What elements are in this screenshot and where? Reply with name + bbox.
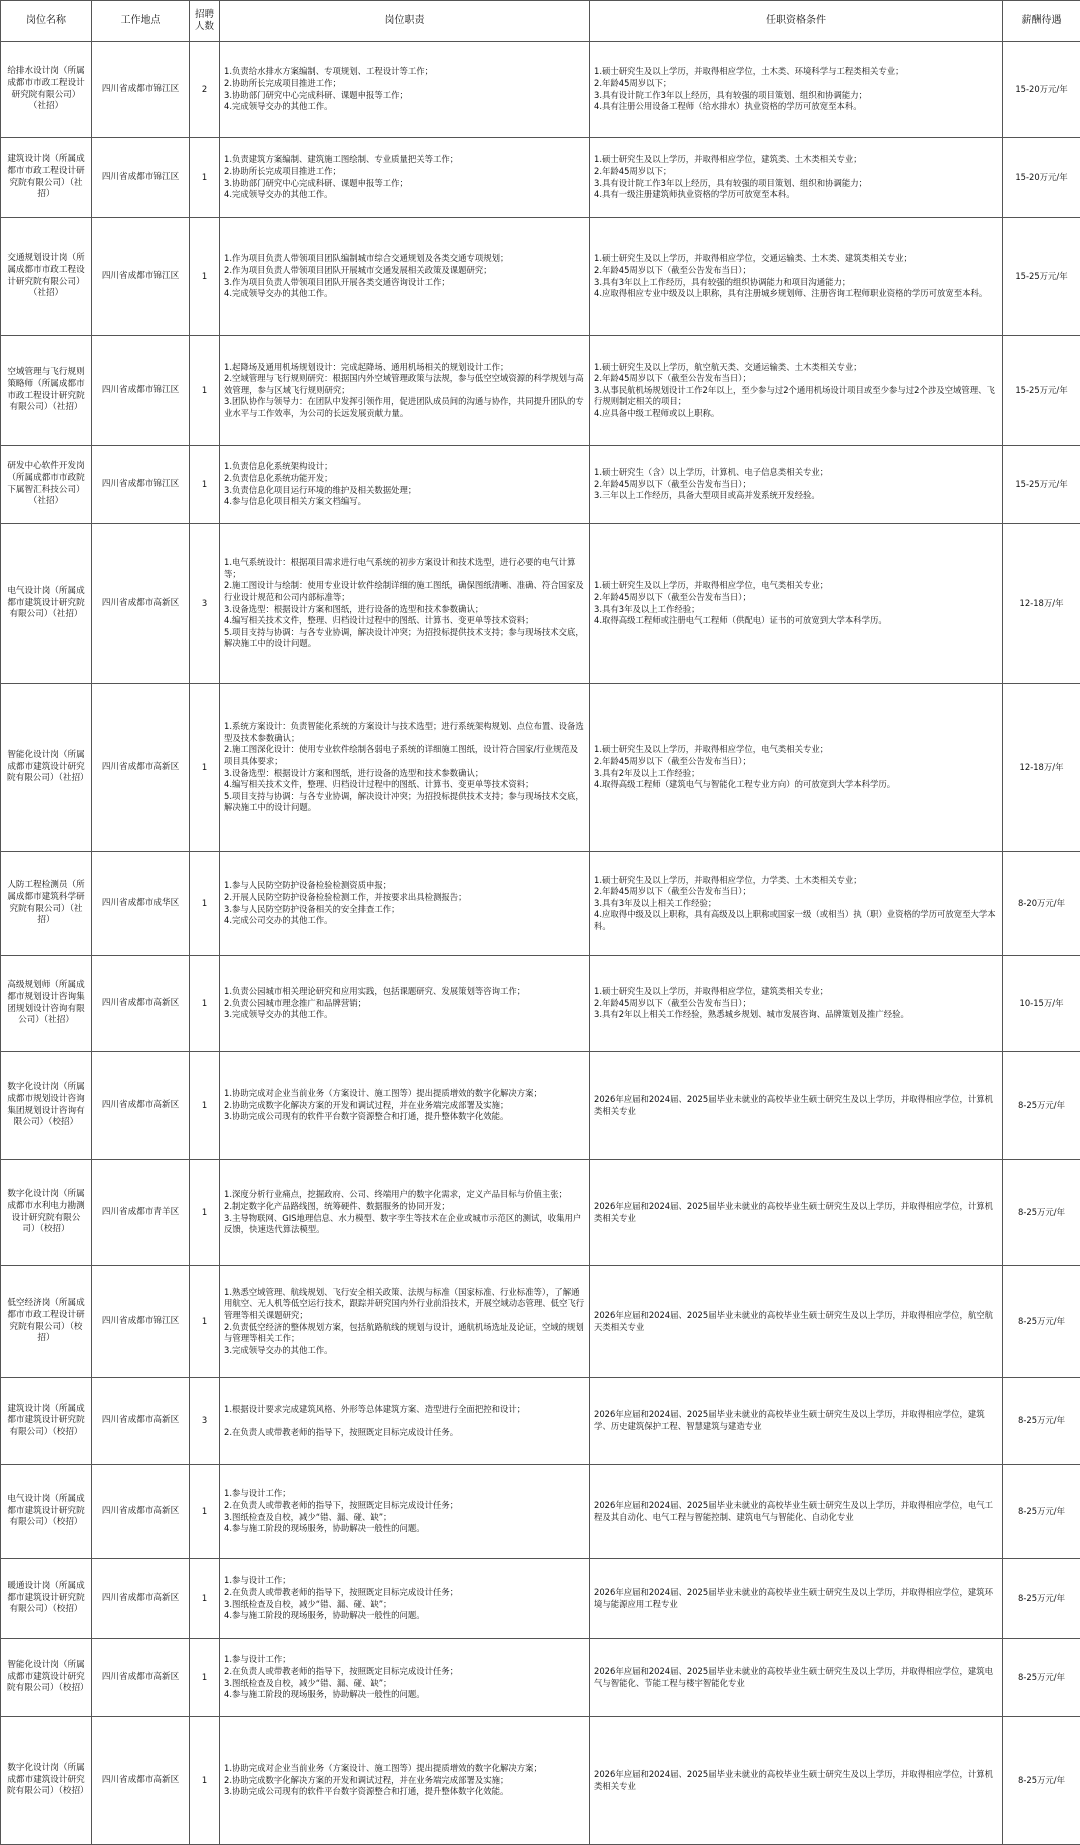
hire-count: 1: [190, 956, 220, 1052]
duties-cell: [220, 956, 590, 1052]
salary: 12-18万/年: [1003, 524, 1080, 684]
duties-cell: [220, 1160, 590, 1266]
position-name: 高级规划师（所属成都市规划设计咨询集团规划设计咨询有限公司）（社招）: [1, 956, 92, 1052]
requirements-cell: [590, 1639, 1003, 1717]
requirement-line: 1.硕士研究生及以上学历，并取得相应学位，建筑类相关专业；: [594, 986, 998, 998]
table-row: [1, 1052, 1080, 1160]
salary: 15-20万元/年: [1003, 42, 1080, 138]
header-duties: 岗位职责: [220, 1, 590, 42]
position-name: 建筑设计岗（所属成都市市政工程设计研究院有限公司）（社招）: [1, 138, 92, 218]
requirement-line: 4.取得高级工程师或注册电气工程师（供配电）证书的可放宽到大学本科学历。: [594, 615, 998, 627]
duty-line: 1.负责公园城市相关理论研究和应用实践，包括课题研究、发展策划等咨询工作；: [224, 986, 585, 998]
duty-line: 3.负责信息化项目运行环境的维护及相关数据处理；: [224, 485, 585, 497]
position-name: 暖通设计岗（所属成都市建筑设计研究院有限公司）（校招）: [1, 1559, 92, 1639]
requirement-line: 2026年应届和2024届、2025届毕业未就业的高校毕业生硕士研究生及以上学历，并取得相应学位，计算机类相关专业: [594, 1201, 998, 1224]
duty-line: 2.协助所长完成项目推进工作；: [224, 78, 585, 90]
hire-count: 1: [190, 138, 220, 218]
position-name: 数字化设计岗（所属成都市规划设计咨询集团规划设计咨询有限公司）（校招）: [1, 1052, 92, 1160]
work-location: 四川省成都市青羊区: [92, 1160, 190, 1266]
requirement-line: 4.取得高级工程师（建筑电气与智能化工程专业方向）的可放宽到大学本科学历。: [594, 779, 998, 791]
salary: 15-20万元/年: [1003, 138, 1080, 218]
duty-line: 4.参与施工阶段的现场服务，协助解决一般性的问题。: [224, 1523, 585, 1535]
duty-line: 3.协助完成公司现有的软件平台数字资源整合和打通，提升整体数字化效能。: [224, 1786, 585, 1798]
position-name: 交通规划设计岗（所属成都市市政工程设计研究院有限公司）（社招）: [1, 218, 92, 336]
position-name: 电气设计岗（所属成都市建筑设计研究院有限公司）（校招）: [1, 1465, 92, 1559]
work-location: 四川省成都市高新区: [92, 684, 190, 852]
requirement-line: 2.年龄45周岁以下（截至公告发布当日）；: [594, 886, 998, 898]
requirement-line: 4.具有一级注册建筑师执业资格的学历可放宽至本科。: [594, 189, 998, 201]
duty-line: 3.协助部门研究中心完成科研、课题申报等工作；: [224, 178, 585, 190]
hire-count: 2: [190, 42, 220, 138]
duty-line: 2.开展人民防空防护设备检验检测工作，并按要求出具检测报告；: [224, 892, 585, 904]
duty-line: 4.编写相关技术文件，整理、归档设计过程中的图纸、计算书、变更单等技术资料；: [224, 779, 585, 791]
requirement-line: 2.年龄45周岁以下（截至公告发布当日）；: [594, 479, 998, 491]
duties-cell: [220, 852, 590, 956]
duty-line: 3.设备选型：根据设计方案和图纸，进行设备的选型和技术参数确认；: [224, 604, 585, 616]
requirement-line: 3.具有3年及以上工作经验；: [594, 604, 998, 616]
duties-cell: [220, 1559, 590, 1639]
position-name: 研发中心软件开发岗（所属成都市市政院下属智汇科技公司）（社招）: [1, 446, 92, 524]
requirement-line: 2.年龄45周岁以下（截至公告发布当日）；: [594, 592, 998, 604]
requirement-line: 2026年应届和2024届、2025届毕业未就业的高校毕业生硕士研究生及以上学历，并取得相应学位，建筑学、历史建筑保护工程、智慧建筑与建造专业: [594, 1409, 998, 1432]
position-name: 数字化设计岗（所属成都市建筑设计研究院有限公司）（校招）: [1, 1717, 92, 1845]
requirement-line: 3.具有设计院工作3年以上经历，具有较强的项目策划、组织和协调能力；: [594, 90, 998, 102]
salary: 15-25万元/年: [1003, 218, 1080, 336]
duty-line: 4.完成公司交办的其他工作。: [224, 915, 585, 927]
duties-cell: [220, 42, 590, 138]
salary: 8-25万元/年: [1003, 1717, 1080, 1845]
salary: 10-15万/年: [1003, 956, 1080, 1052]
work-location: 四川省成都市高新区: [92, 524, 190, 684]
requirements-cell: [590, 1717, 1003, 1845]
duty-line: 3.团队协作与领导力：在团队中发挥引领作用，促进团队成员间的沟通与协作，共同提升团队的专业水平与工作效率，为公司的长远发展贡献力量。: [224, 396, 585, 419]
duty-line: 1.协助完成对企业当前业务（方案设计、施工图等）提出提质增效的数字化解决方案；: [224, 1763, 585, 1775]
requirement-line: 2026年应届和2024届、2025届毕业未就业的高校毕业生硕士研究生及以上学历，并取得相应学位，计算机类相关专业: [594, 1094, 998, 1117]
requirements-cell: [590, 956, 1003, 1052]
duty-line: 1.系统方案设计：负责智能化系统的方案设计与技术选型；进行系统架构规划、点位布置、设备选型及技术参数确认；: [224, 721, 585, 744]
position-name: 空域管理与飞行规则策略师（所属成都市市政工程设计研究院有限公司）（社招）: [1, 336, 92, 446]
duty-line: 1.参与设计工作；: [224, 1575, 585, 1587]
duty-line: 4.编写相关技术文件，整理、归档设计过程中的图纸、计算书、变更单等技术资料；: [224, 615, 585, 627]
header-count: 招聘人数: [190, 1, 220, 42]
duties-cell: [220, 218, 590, 336]
requirement-line: 4.应具备中级工程师或以上职称。: [594, 408, 998, 420]
table-row: [1, 1717, 1080, 1845]
table-row: [1, 1465, 1080, 1559]
hire-count: 1: [190, 1465, 220, 1559]
duty-line: 4.参与信息化项目相关方案文档编写。: [224, 496, 585, 508]
requirement-line: 2026年应届和2024届、2025届毕业未就业的高校毕业生硕士研究生及以上学历，并取得相应学位，建筑电气与智能化、节能工程与楼宇智能化专业: [594, 1666, 998, 1689]
header-requirements: 任职资格条件: [590, 1, 1003, 42]
duty-line: 2.施工图深化设计：使用专业软件绘制各弱电子系统的详细施工图纸，设计符合国家/行业规范及项目具体要求；: [224, 744, 585, 767]
duty-line: 2.作为项目负责人带领项目团队开展城市交通发展相关政策及课题研究；: [224, 265, 585, 277]
requirements-cell: [590, 1160, 1003, 1266]
requirement-line: 4.应取得相应专业中级及以上职称，具有注册城乡规划师、注册咨询工程师职业资格的学历可放宽至本科。: [594, 288, 998, 300]
table-row: [1, 336, 1080, 446]
requirement-line: 3.具有3年及以上相关工作经验；: [594, 898, 998, 910]
hire-count: 1: [190, 446, 220, 524]
salary: 8-25万元/年: [1003, 1160, 1080, 1266]
work-location: 四川省成都市锦江区: [92, 336, 190, 446]
table-row: [1, 852, 1080, 956]
table-row: [1, 956, 1080, 1052]
work-location: 四川省成都市锦江区: [92, 446, 190, 524]
duty-line: 3.完成领导交办的其他工作。: [224, 1009, 585, 1021]
requirement-line: 3.从事民航机场规划设计工作2年以上，至少参与过2个通用机场设计项目或至少参与过2个涉及空域管理、飞行规则制定相关的项目；: [594, 385, 998, 408]
duties-cell: [220, 1639, 590, 1717]
table-row: [1, 524, 1080, 684]
duty-line: 2.负责公园城市理念推广和品牌营销；: [224, 998, 585, 1010]
requirements-cell: [590, 524, 1003, 684]
position-name: 数字化设计岗（所属成都市水利电力勘测设计研究院有限公司）（校招）: [1, 1160, 92, 1266]
duty-line: 1.参与人民防空防护设备检验检测资质申报；: [224, 880, 585, 892]
duties-cell: [220, 1266, 590, 1378]
salary: 8-25万元/年: [1003, 1559, 1080, 1639]
requirement-line: 1.硕士研究生及以上学历，并取得相应学位，建筑类、土木类相关专业；: [594, 154, 998, 166]
hire-count: 3: [190, 1378, 220, 1465]
table-row: [1, 1160, 1080, 1266]
position-name: 智能化设计岗（所属成都市建筑设计研究院有限公司）（社招）: [1, 684, 92, 852]
duty-line: 1.起降场及通用机场规划设计：完成起降场、通用机场相关的规划设计工作；: [224, 362, 585, 374]
duty-line: 4.参与施工阶段的现场服务，协助解决一般性的问题。: [224, 1689, 585, 1701]
hire-count: 1: [190, 1266, 220, 1378]
duty-line: 3.协助完成公司现有的软件平台数字资源整合和打通，提升整体数字化效能。: [224, 1111, 585, 1123]
hire-count: 1: [190, 852, 220, 956]
requirement-line: 1.硕士研究生及以上学历，并取得相应学位，电气类相关专业；: [594, 744, 998, 756]
header-name: 岗位名称: [1, 1, 92, 42]
table-header-row: [1, 1, 1080, 42]
work-location: 四川省成都市高新区: [92, 1639, 190, 1717]
requirement-line: 2.年龄45周岁以下（截至公告发布当日）；: [594, 373, 998, 385]
requirement-line: 1.硕士研究生及以上学历，并取得相应学位，电气类相关专业；: [594, 580, 998, 592]
position-name: 智能化设计岗（所属成都市建筑设计研究院有限公司）（校招）: [1, 1639, 92, 1717]
duty-line: 5.项目支持与协调：与各专业协调，解决设计冲突；为招投标提供技术支持；参与现场技术交底，解决施工中的设计问题。: [224, 791, 585, 814]
header-location: 工作地点: [92, 1, 190, 42]
requirements-cell: [590, 684, 1003, 852]
table-row: [1, 1559, 1080, 1639]
hire-count: 1: [190, 1160, 220, 1266]
work-location: 四川省成都市锦江区: [92, 1266, 190, 1378]
requirement-line: 1.硕士研究生（含）以上学历，计算机、电子信息类相关专业；: [594, 467, 998, 479]
hire-count: 1: [190, 684, 220, 852]
work-location: 四川省成都市高新区: [92, 1465, 190, 1559]
work-location: 四川省成都市高新区: [92, 956, 190, 1052]
requirements-cell: [590, 1052, 1003, 1160]
table-row: [1, 42, 1080, 138]
requirements-cell: [590, 852, 1003, 956]
work-location: 四川省成都市高新区: [92, 1378, 190, 1465]
duties-cell: [220, 524, 590, 684]
duty-line: 3.图纸检查及自校，减少“错、漏、碰、缺”；: [224, 1512, 585, 1524]
duty-line: 2.负责低空经济的整体规划方案，包括航路航线的规划与设计，通航机场选址及论证，空域的规划与管理等相关工作；: [224, 1322, 585, 1345]
duty-line: 2.协助完成数字化解决方案的开发和调试过程，并在业务端完成部署及实施；: [224, 1775, 585, 1787]
duty-line: 1.熟悉空域管理、航线规划、飞行安全相关政策、法规与标准（国家标准、行业标准等），了解通用航空、无人机等低空运行技术，跟踪并研究国内外行业前沿技术，开展空域动态管理、低空飞行管理等相关课题研究；: [224, 1287, 585, 1322]
requirement-line: 3.具有3年以上工作经历，具有较强的组织协调能力和项目沟通能力；: [594, 277, 998, 289]
requirements-cell: [590, 446, 1003, 524]
work-location: 四川省成都市高新区: [92, 1559, 190, 1639]
duty-line: 1.负责建筑方案编制、建筑施工图绘制、专业质量把关等工作；: [224, 154, 585, 166]
duty-line: 3.完成领导交办的其他工作。: [224, 1345, 585, 1357]
table-body: [1, 42, 1080, 1845]
hire-count: 3: [190, 524, 220, 684]
duty-line: 3.图纸检查及自校，减少“错、漏、碰、缺”；: [224, 1599, 585, 1611]
duties-cell: [220, 1717, 590, 1845]
duties-cell: [220, 684, 590, 852]
salary: 8-25万元/年: [1003, 1465, 1080, 1559]
duty-line: 2.施工图设计与绘制：使用专业设计软件绘制详细的施工图纸，确保图纸清晰、准确、符合国家及行业设计规范和公司内部标准等；: [224, 580, 585, 603]
requirements-cell: [590, 1465, 1003, 1559]
salary: 12-18万/年: [1003, 684, 1080, 852]
table-row: [1, 1639, 1080, 1717]
requirement-line: 3.三年以上工作经历，具备大型项目或高并发系统开发经验。: [594, 490, 998, 502]
table-row: [1, 684, 1080, 852]
position-name: 低空经济岗（所属成都市市政工程设计研究院有限公司）（校招）: [1, 1266, 92, 1378]
work-location: 四川省成都市锦江区: [92, 218, 190, 336]
hire-count: 1: [190, 336, 220, 446]
requirement-line: 2.年龄45周岁以下（截至公告发布当日）；: [594, 756, 998, 768]
salary: 8-25万元/年: [1003, 1052, 1080, 1160]
requirement-line: 1.硕士研究生及以上学历，并取得相应学位，土木类、环境科学与工程类相关专业；: [594, 66, 998, 78]
duty-line: 1.根据设计要求完成建筑风格、外形等总体建筑方案、造型进行全面把控和设计；: [224, 1404, 585, 1416]
duty-line: 3.主导物联网、GIS地理信息、水力模型、数字孪生等技术在企业或城市示范区的测试，收集用户反馈，快速迭代算法模型。: [224, 1213, 585, 1236]
position-name: 人防工程检测员（所属成都市建筑科学研究院有限公司）（社招）: [1, 852, 92, 956]
duty-line: 1.负责给水排水方案编制、专项规划、工程设计等工作；: [224, 66, 585, 78]
requirement-line: 3.具有设计院工作3年以上经历，具有较强的项目策划、组织和协调能力；: [594, 178, 998, 190]
duty-line: 2.负责信息化系统功能开发；: [224, 473, 585, 485]
hire-count: 1: [190, 1717, 220, 1845]
requirements-cell: [590, 1266, 1003, 1378]
position-name: 建筑设计岗（所属成都市建筑设计研究院有限公司）（校招）: [1, 1378, 92, 1465]
duty-line: 1.参与设计工作；: [224, 1654, 585, 1666]
header-pay: 薪酬待遇: [1003, 1, 1080, 42]
work-location: 四川省成都市锦江区: [92, 138, 190, 218]
work-location: 四川省成都市高新区: [92, 1717, 190, 1845]
salary: 8-20万元/年: [1003, 852, 1080, 956]
duty-line: 2.在负责人或带教老师的指导下，按照既定目标完成设计任务；: [224, 1666, 585, 1678]
table-row: [1, 446, 1080, 524]
requirement-line: 2.年龄45周岁以下（截至公告发布当日）；: [594, 998, 998, 1010]
duty-line: 3.作为项目负责人带领项目团队开展各类交通咨询设计工作；: [224, 277, 585, 289]
duty-line: 3.设备选型：根据设计方案和图纸，进行设备的选型和技术参数确认；: [224, 768, 585, 780]
requirement-line: 2026年应届和2024届、2025届毕业未就业的高校毕业生硕士研究生及以上学历，并取得相应学位，计算机类相关专业: [594, 1769, 998, 1792]
duty-line: 1.参与设计工作；: [224, 1488, 585, 1500]
requirement-line: 2.年龄45周岁以下；: [594, 78, 998, 90]
requirement-line: 2026年应届和2024届、2025届毕业未就业的高校毕业生硕士研究生及以上学历，并取得相应学位，建筑环境与能源应用工程专业: [594, 1587, 998, 1610]
duty-line: 2.在负责人或带教老师的指导下，按照既定目标完成设计任务；: [224, 1587, 585, 1599]
duties-cell: [220, 1052, 590, 1160]
requirements-cell: [590, 218, 1003, 336]
salary: 8-25万元/年: [1003, 1639, 1080, 1717]
duty-line: 4.完成领导交办的其他工作。: [224, 288, 585, 300]
requirement-line: 3.具有2年及以上工作经验；: [594, 768, 998, 780]
requirement-line: 4.具有注册公用设备工程师（给水排水）执业资格的学历可放宽至本科。: [594, 101, 998, 113]
requirements-cell: [590, 42, 1003, 138]
salary: 15-25万元/年: [1003, 336, 1080, 446]
duty-line: 2.在负责人或带教老师的指导下，按照既定目标完成设计任务；: [224, 1500, 585, 1512]
duties-cell: [220, 138, 590, 218]
duties-cell: [220, 1465, 590, 1559]
duties-cell: [220, 446, 590, 524]
hire-count: 1: [190, 1052, 220, 1160]
salary: 8-25万元/年: [1003, 1378, 1080, 1465]
duty-line: [224, 1415, 585, 1427]
requirement-line: 2.年龄45周岁以下；: [594, 166, 998, 178]
requirement-line: 4.应取得中级及以上职称，具有高级及以上职称或国家一级（或相当）执（职）业资格的学历可放宽至大学本科。: [594, 909, 998, 932]
work-location: 四川省成都市锦江区: [92, 42, 190, 138]
requirement-line: 2.年龄45周岁以下（截至公告发布当日）；: [594, 265, 998, 277]
salary: 15-25万元/年: [1003, 446, 1080, 524]
table-row: [1, 1266, 1080, 1378]
hire-count: 1: [190, 218, 220, 336]
work-location: 四川省成都市高新区: [92, 1052, 190, 1160]
requirement-line: 1.硕士研究生及以上学历，航空航天类、交通运输类、土木类相关专业；: [594, 362, 998, 374]
work-location: 四川省成都市成华区: [92, 852, 190, 956]
duties-cell: [220, 336, 590, 446]
table-row: [1, 138, 1080, 218]
position-name: 给排水设计岗（所属成都市市政工程设计研究院有限公司）（社招）: [1, 42, 92, 138]
duty-line: 2.制定数字化产品路线图，统筹硬件、数据服务的协同开发；: [224, 1201, 585, 1213]
duty-line: 3.图纸检查及自校，减少“错、漏、碰、缺”；: [224, 1678, 585, 1690]
table-row: [1, 1378, 1080, 1465]
requirements-cell: [590, 1559, 1003, 1639]
duty-line: 2.协助完成数字化解决方案的开发和调试过程，并在业务端完成部署及实施；: [224, 1100, 585, 1112]
duty-line: 2.协助所长完成项目推进工作；: [224, 166, 585, 178]
requirement-line: 2026年应届和2024届、2025届毕业未就业的高校毕业生硕士研究生及以上学历，并取得相应学位，电气工程及其自动化、电气工程与智能控制、建筑电气与智能化、自动化专业: [594, 1500, 998, 1523]
requirement-line: 1.硕士研究生及以上学历，并取得相应学位，交通运输类、土木类、建筑类相关专业；: [594, 253, 998, 265]
hire-count: 1: [190, 1639, 220, 1717]
duty-line: 4.参与施工阶段的现场服务，协助解决一般性的问题。: [224, 1610, 585, 1622]
duty-line: 4.完成领导交办的其他工作。: [224, 189, 585, 201]
requirements-cell: [590, 1378, 1003, 1465]
requirement-line: 3.具有2年以上相关工作经验，熟悉城乡规划、城市发展咨询、品牌策划及推广经验。: [594, 1009, 998, 1021]
duty-line: 1.负责信息化系统架构设计；: [224, 461, 585, 473]
duty-line: 1.作为项目负责人带领项目团队编制城市综合交通规划及各类交通专项规划；: [224, 253, 585, 265]
requirement-line: 1.硕士研究生及以上学历，并取得相应学位，力学类、土木类相关专业；: [594, 875, 998, 887]
salary: 8-25万元/年: [1003, 1266, 1080, 1378]
duty-line: 1.协助完成对企业当前业务（方案设计、施工图等）提出提质增效的数字化解决方案；: [224, 1088, 585, 1100]
duties-cell: [220, 1378, 590, 1465]
requirement-line: 2026年应届和2024届、2025届毕业未就业的高校毕业生硕士研究生及以上学历，并取得相应学位，航空航天类相关专业: [594, 1310, 998, 1333]
requirements-cell: [590, 336, 1003, 446]
table-row: [1, 218, 1080, 336]
position-name: 电气设计岗（所属成都市建筑设计研究院有限公司）（社招）: [1, 524, 92, 684]
hire-count: 1: [190, 1559, 220, 1639]
duty-line: 3.参与人民防空防护设备相关的安全排查工作；: [224, 904, 585, 916]
duty-line: 2.在负责人或带教老师的指导下，按照既定目标完成设计任务。: [224, 1427, 585, 1439]
duty-line: 1.深度分析行业痛点，挖掘政府、公司、终端用户的数字化需求，定义产品目标与价值主张；: [224, 1189, 585, 1201]
duty-line: 3.协助部门研究中心完成科研、课题申报等工作；: [224, 90, 585, 102]
requirements-cell: [590, 138, 1003, 218]
duty-line: 5.项目支持与协调：与各专业协调，解决设计冲突；为招投标提供技术支持；参与现场技术交底，解决施工中的设计问题。: [224, 627, 585, 650]
duty-line: 2.空域管理与飞行规则研究：根据国内外空域管理政策与法规，参与低空空域资源的科学规划与高效管理，参与区域飞行规则研究；: [224, 373, 585, 396]
duty-line: 4.完成领导交办的其他工作。: [224, 101, 585, 113]
duty-line: 1.电气系统设计：根据项目需求进行电气系统的初步方案设计和技术选型，进行必要的电气计算等；: [224, 557, 585, 580]
